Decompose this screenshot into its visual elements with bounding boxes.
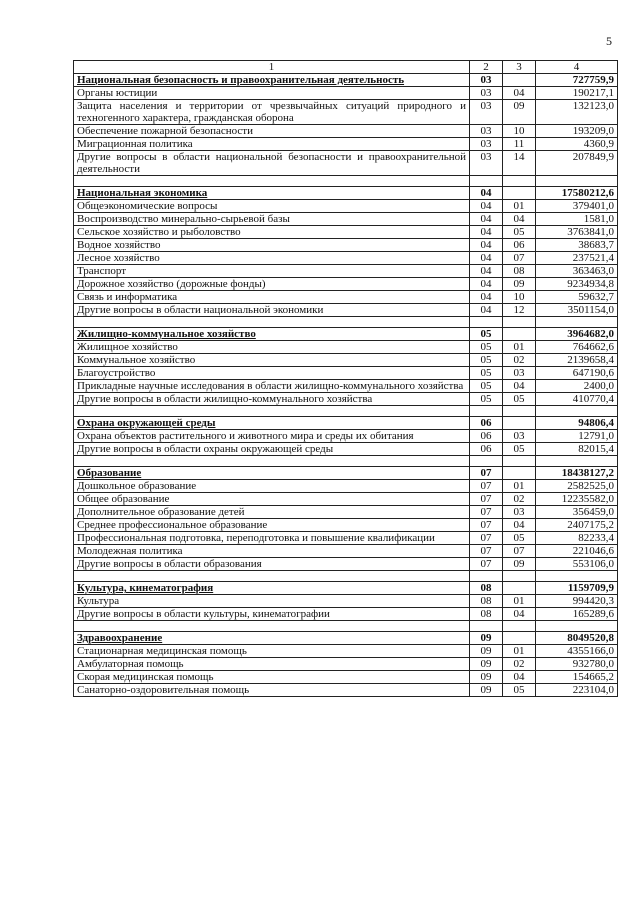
row-section-code-cell: 04 [470,213,503,226]
blank-row [74,571,618,582]
row-amount-cell: 59632,7 [536,291,618,304]
table-row [74,252,618,265]
row-subsection-code-cell: 04 [503,213,536,226]
row-amount-cell: 356459,0 [536,506,618,519]
table-row [74,545,618,558]
row-section-code-cell: 09 [470,645,503,658]
row-name-cell: Охрана объектов растительного и животного мира и среды их обитания [74,430,470,443]
row-subsection-code-cell: 01 [503,200,536,213]
blank-row [74,176,618,187]
blank-cell [470,317,503,328]
row-name-cell: Культура [74,595,470,608]
row-amount-cell: 410770,4 [536,393,618,406]
row-name-cell: Скорая медицинская помощь [74,671,470,684]
table-row [74,226,618,239]
row-section-code-cell: 07 [470,493,503,506]
table-header-row [74,61,618,74]
row-amount-cell: 2582525,0 [536,480,618,493]
row-section-code-cell: 06 [470,443,503,456]
row-subsection-code-cell: 04 [503,380,536,393]
row-subsection-code-cell: 14 [503,151,536,176]
row-name-cell: Защита населения и территории от чрезвычайных ситуаций природного и техногенного характера, гражданская оборона [74,100,470,125]
row-section-code-cell: 06 [470,417,503,430]
row-amount-cell: 1581,0 [536,213,618,226]
row-subsection-code-cell: 10 [503,125,536,138]
table-body [74,61,618,697]
row-amount-cell: 3964682,0 [536,328,618,341]
row-name-cell: Миграционная политика [74,138,470,151]
row-section-code-cell: 08 [470,608,503,621]
row-name-cell: Стационарная медицинская помощь [74,645,470,658]
row-subsection-code-cell: 02 [503,493,536,506]
table-row [74,291,618,304]
table-row [74,558,618,571]
table-row [74,367,618,380]
row-name-cell: Здравоохранение [74,632,470,645]
budget-table [73,60,618,697]
blank-cell [536,406,618,417]
blank-cell [470,456,503,467]
row-amount-cell: 4360,9 [536,138,618,151]
row-name-cell: Связь и информатика [74,291,470,304]
row-name-cell: Другие вопросы в области образования [74,558,470,571]
row-name-cell: Охрана окружающей среды [74,417,470,430]
row-amount-cell: 12791,0 [536,430,618,443]
row-amount-cell: 2407175,2 [536,519,618,532]
row-amount-cell: 553106,0 [536,558,618,571]
row-subsection-code-cell: 09 [503,278,536,291]
row-section-code-cell: 04 [470,226,503,239]
table-row [74,532,618,545]
row-amount-cell: 1159709,9 [536,582,618,595]
row-subsection-code-cell: 03 [503,367,536,380]
row-section-code-cell: 09 [470,632,503,645]
blank-cell [74,571,470,582]
row-subsection-code-cell [503,74,536,87]
row-subsection-code-cell: 04 [503,519,536,532]
row-amount-cell: 207849,9 [536,151,618,176]
row-subsection-code-cell: 07 [503,252,536,265]
row-section-code-cell: 09 [470,684,503,697]
row-subsection-code-cell: 05 [503,393,536,406]
row-subsection-code-cell: 08 [503,265,536,278]
row-subsection-code-cell: 05 [503,684,536,697]
row-name-cell: Другие вопросы в области охраны окружающей среды [74,443,470,456]
row-section-code-cell: 03 [470,87,503,100]
row-name-cell: Жилищное хозяйство [74,341,470,354]
row-section-code-cell: 07 [470,545,503,558]
row-section-code-cell: 04 [470,291,503,304]
row-amount-cell: 647190,6 [536,367,618,380]
row-subsection-code-cell [503,328,536,341]
row-subsection-code-cell: 04 [503,87,536,100]
row-subsection-code-cell: 06 [503,239,536,252]
section-row [74,467,618,480]
row-section-code-cell: 03 [470,138,503,151]
row-name-cell: Среднее профессиональное образование [74,519,470,532]
row-subsection-code-cell [503,632,536,645]
row-name-cell: Амбулаторная помощь [74,658,470,671]
blank-cell [74,317,470,328]
row-subsection-code-cell: 03 [503,430,536,443]
row-section-code-cell: 03 [470,125,503,138]
blank-row [74,406,618,417]
row-amount-cell: 994420,3 [536,595,618,608]
row-section-code-cell: 07 [470,519,503,532]
blank-cell [536,176,618,187]
row-name-cell: Общее образование [74,493,470,506]
blank-cell [470,176,503,187]
row-section-code-cell: 09 [470,671,503,684]
row-name-cell: Санаторно-оздоровительная помощь [74,684,470,697]
blank-cell [503,406,536,417]
blank-cell [536,571,618,582]
row-section-code-cell: 07 [470,467,503,480]
row-subsection-code-cell [503,467,536,480]
table-row [74,125,618,138]
row-section-code-cell: 04 [470,239,503,252]
table-row [74,645,618,658]
blank-cell [470,571,503,582]
blank-cell [503,571,536,582]
blank-cell [74,456,470,467]
row-section-code-cell: 08 [470,595,503,608]
table-row [74,380,618,393]
row-name-cell: Лесное хозяйство [74,252,470,265]
row-name-cell: Другие вопросы в области национальной безопасности и правоохранительной деятельности [74,151,470,176]
header-cell-name: 1 [74,61,470,74]
row-name-cell: Общеэкономические вопросы [74,200,470,213]
row-subsection-code-cell: 01 [503,480,536,493]
table-row [74,265,618,278]
section-row [74,187,618,200]
blank-cell [503,621,536,632]
blank-cell [536,317,618,328]
row-name-cell: Молодежная политика [74,545,470,558]
row-subsection-code-cell: 04 [503,608,536,621]
table-row [74,87,618,100]
row-amount-cell: 190217,1 [536,87,618,100]
row-amount-cell: 237521,4 [536,252,618,265]
row-amount-cell: 363463,0 [536,265,618,278]
row-name-cell: Национальная экономика [74,187,470,200]
row-amount-cell: 932780,0 [536,658,618,671]
table-row [74,151,618,176]
row-section-code-cell: 05 [470,380,503,393]
blank-cell [74,176,470,187]
row-section-code-cell: 07 [470,532,503,545]
row-name-cell: Воспроизводство минерально-сырьевой базы [74,213,470,226]
row-amount-cell: 2400,0 [536,380,618,393]
row-name-cell: Национальная безопасность и правоохранительная деятельность [74,74,470,87]
row-amount-cell: 18438127,2 [536,467,618,480]
table-row [74,595,618,608]
blank-cell [470,621,503,632]
row-amount-cell: 379401,0 [536,200,618,213]
row-subsection-code-cell: 05 [503,226,536,239]
row-section-code-cell: 04 [470,304,503,317]
table-row [74,506,618,519]
table-row [74,671,618,684]
row-section-code-cell: 09 [470,658,503,671]
row-amount-cell: 82015,4 [536,443,618,456]
row-name-cell: Дорожное хозяйство (дорожные фонды) [74,278,470,291]
row-name-cell: Сельское хозяйство и рыболовство [74,226,470,239]
row-name-cell: Прикладные научные исследования в области жилищно-коммунального хозяйства [74,380,470,393]
header-cell-section: 2 [470,61,503,74]
row-section-code-cell: 04 [470,252,503,265]
table-row [74,138,618,151]
row-name-cell: Дополнительное образование детей [74,506,470,519]
row-subsection-code-cell [503,417,536,430]
row-name-cell: Дошкольное образование [74,480,470,493]
blank-cell [503,317,536,328]
row-amount-cell: 193209,0 [536,125,618,138]
row-subsection-code-cell: 04 [503,671,536,684]
table-row [74,213,618,226]
row-amount-cell: 3763841,0 [536,226,618,239]
blank-row [74,621,618,632]
row-subsection-code-cell: 01 [503,645,536,658]
row-section-code-cell: 04 [470,187,503,200]
row-amount-cell: 9234934,8 [536,278,618,291]
row-amount-cell: 12235582,0 [536,493,618,506]
section-row [74,74,618,87]
row-section-code-cell: 06 [470,430,503,443]
row-amount-cell: 2139658,4 [536,354,618,367]
row-amount-cell: 223104,0 [536,684,618,697]
table-row [74,443,618,456]
row-subsection-code-cell: 09 [503,100,536,125]
table-row [74,493,618,506]
section-row [74,632,618,645]
row-name-cell: Другие вопросы в области национальной экономики [74,304,470,317]
row-name-cell: Профессиональная подготовка, переподготовка и повышение квалификации [74,532,470,545]
table-row [74,341,618,354]
row-amount-cell: 3501154,0 [536,304,618,317]
row-section-code-cell: 07 [470,480,503,493]
row-section-code-cell: 05 [470,367,503,380]
row-subsection-code-cell [503,187,536,200]
row-name-cell: Обеспечение пожарной безопасности [74,125,470,138]
row-section-code-cell: 04 [470,278,503,291]
row-section-code-cell: 08 [470,582,503,595]
table-row [74,684,618,697]
table-row [74,608,618,621]
row-amount-cell: 165289,6 [536,608,618,621]
row-amount-cell: 764662,6 [536,341,618,354]
row-subsection-code-cell [503,582,536,595]
row-name-cell: Благоустройство [74,367,470,380]
row-subsection-code-cell: 09 [503,558,536,571]
blank-cell [74,621,470,632]
row-subsection-code-cell: 05 [503,532,536,545]
header-cell-amount: 4 [536,61,618,74]
blank-row [74,456,618,467]
row-amount-cell: 221046,6 [536,545,618,558]
table-row [74,354,618,367]
row-name-cell: Другие вопросы в области культуры, кинематографии [74,608,470,621]
row-section-code-cell: 05 [470,354,503,367]
row-amount-cell: 132123,0 [536,100,618,125]
blank-cell [74,406,470,417]
blank-cell [503,456,536,467]
row-section-code-cell: 05 [470,328,503,341]
table-row [74,519,618,532]
row-section-code-cell: 05 [470,393,503,406]
row-subsection-code-cell: 10 [503,291,536,304]
page-number: 5 [606,34,612,48]
blank-cell [536,456,618,467]
table-row [74,430,618,443]
table-row [74,304,618,317]
row-name-cell: Транспорт [74,265,470,278]
row-amount-cell: 154665,2 [536,671,618,684]
section-row [74,582,618,595]
row-subsection-code-cell: 01 [503,595,536,608]
row-name-cell: Культура, кинематография [74,582,470,595]
table-row [74,239,618,252]
row-subsection-code-cell: 02 [503,354,536,367]
section-row [74,328,618,341]
table-row [74,278,618,291]
row-amount-cell: 82233,4 [536,532,618,545]
table-row [74,658,618,671]
header-cell-subsection: 3 [503,61,536,74]
row-amount-cell: 727759,9 [536,74,618,87]
table-row [74,393,618,406]
row-section-code-cell: 07 [470,558,503,571]
row-subsection-code-cell: 02 [503,658,536,671]
table-row [74,100,618,125]
blank-cell [470,406,503,417]
row-section-code-cell: 03 [470,100,503,125]
row-subsection-code-cell: 12 [503,304,536,317]
row-subsection-code-cell: 03 [503,506,536,519]
blank-cell [536,621,618,632]
row-amount-cell: 4355166,0 [536,645,618,658]
row-section-code-cell: 07 [470,506,503,519]
section-row [74,417,618,430]
blank-row [74,317,618,328]
row-amount-cell: 94806,4 [536,417,618,430]
row-name-cell: Коммунальное хозяйство [74,354,470,367]
row-subsection-code-cell: 01 [503,341,536,354]
row-name-cell: Водное хозяйство [74,239,470,252]
row-amount-cell: 8049520,8 [536,632,618,645]
row-subsection-code-cell: 11 [503,138,536,151]
row-amount-cell: 38683,7 [536,239,618,252]
row-name-cell: Органы юстиции [74,87,470,100]
table-row [74,200,618,213]
row-section-code-cell: 04 [470,265,503,278]
row-subsection-code-cell: 07 [503,545,536,558]
row-section-code-cell: 05 [470,341,503,354]
row-subsection-code-cell: 05 [503,443,536,456]
table-row [74,480,618,493]
row-name-cell: Другие вопросы в области жилищно-коммунального хозяйства [74,393,470,406]
row-section-code-cell: 03 [470,74,503,87]
row-name-cell: Жилищно-коммунальное хозяйство [74,328,470,341]
row-name-cell: Образование [74,467,470,480]
row-section-code-cell: 03 [470,151,503,176]
row-section-code-cell: 04 [470,200,503,213]
row-amount-cell: 17580212,6 [536,187,618,200]
blank-cell [503,176,536,187]
